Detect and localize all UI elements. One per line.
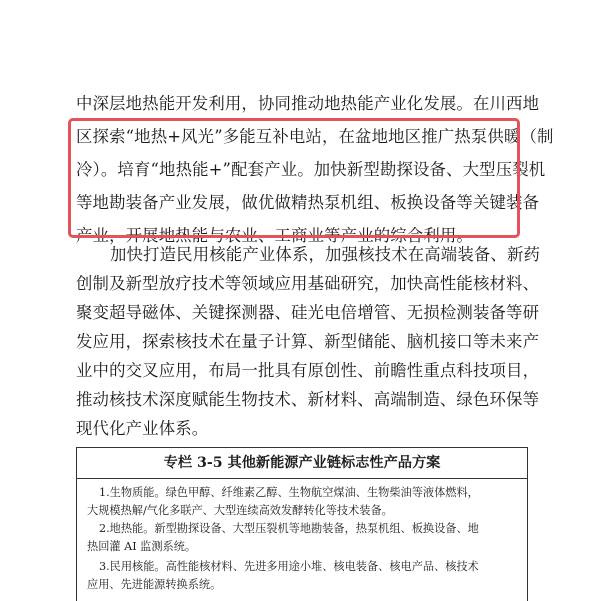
text-line: 业中的交叉应用，布局一批具有原创性、前瞻性重点科技项目， (76, 361, 540, 380)
text-line: 推动核技术深度赋能生物技术、新材料、高端制造、绿色环保等 (76, 390, 540, 409)
sidebar-panel (76, 447, 528, 601)
highlight-annotation-box (68, 118, 520, 238)
text-line: 创制及新型放疗技术等领域应用基础研究，加快高性能核材料、 (76, 274, 540, 293)
text-line: 发应用，探索核技术在量子计算、新型储能、脑机接口等未来产 (76, 332, 540, 351)
text-line: 冷）。培育“地热能+”配套产业。加快新型勘探设备、大型压裂机 (76, 160, 546, 179)
sidebar-title: 专栏 3-5 其他新能源产业链标志性产品方案 (77, 448, 527, 479)
sidebar-line: 应用、先进能源转换系统。 (87, 578, 222, 591)
text-line: 等地勘装备产业发展，做优做精热泵机组、板换设备等关键装备 (76, 193, 540, 212)
sidebar-line: 热回灌 AI 监测系统。 (87, 540, 197, 553)
text-line: 中深层地热能开发利用，协同推动地热能产业化发展。在川西地 (76, 94, 540, 113)
text-line: 区探索“地热+风光”多能互补电站，在盆地地区推广热泵供暖（制 (76, 127, 554, 146)
text-line: 加快打造民用核能产业体系，加强核技术在高端装备、新药 (110, 245, 541, 264)
sidebar-line: 1.生物质能。绿色甲醇、纤维素乙醇、生物航空煤油、生物柴油等液体燃料， (99, 486, 479, 499)
sidebar-line: 大规模热解/气化多联产、大型连续高效发酵转化等技术装备。 (87, 504, 393, 517)
text-line: 产业，开展地热能与农业、工商业等产业的综合利用。 (76, 226, 473, 245)
text-line: 现代化产业体系。 (76, 419, 209, 438)
sidebar-line: 2.地热能。新型勘探设备、大型压裂机等地勘装备，热泵机组、板换设备、地 (99, 522, 479, 535)
text-line: 聚变超导磁体、关键探测器、硅光电倍增管、无损检测装备等研 (76, 303, 540, 322)
sidebar-line: 3.民用核能。高性能核材料、先进多用途小堆、核电装备、核电产品、核技术 (99, 560, 479, 573)
